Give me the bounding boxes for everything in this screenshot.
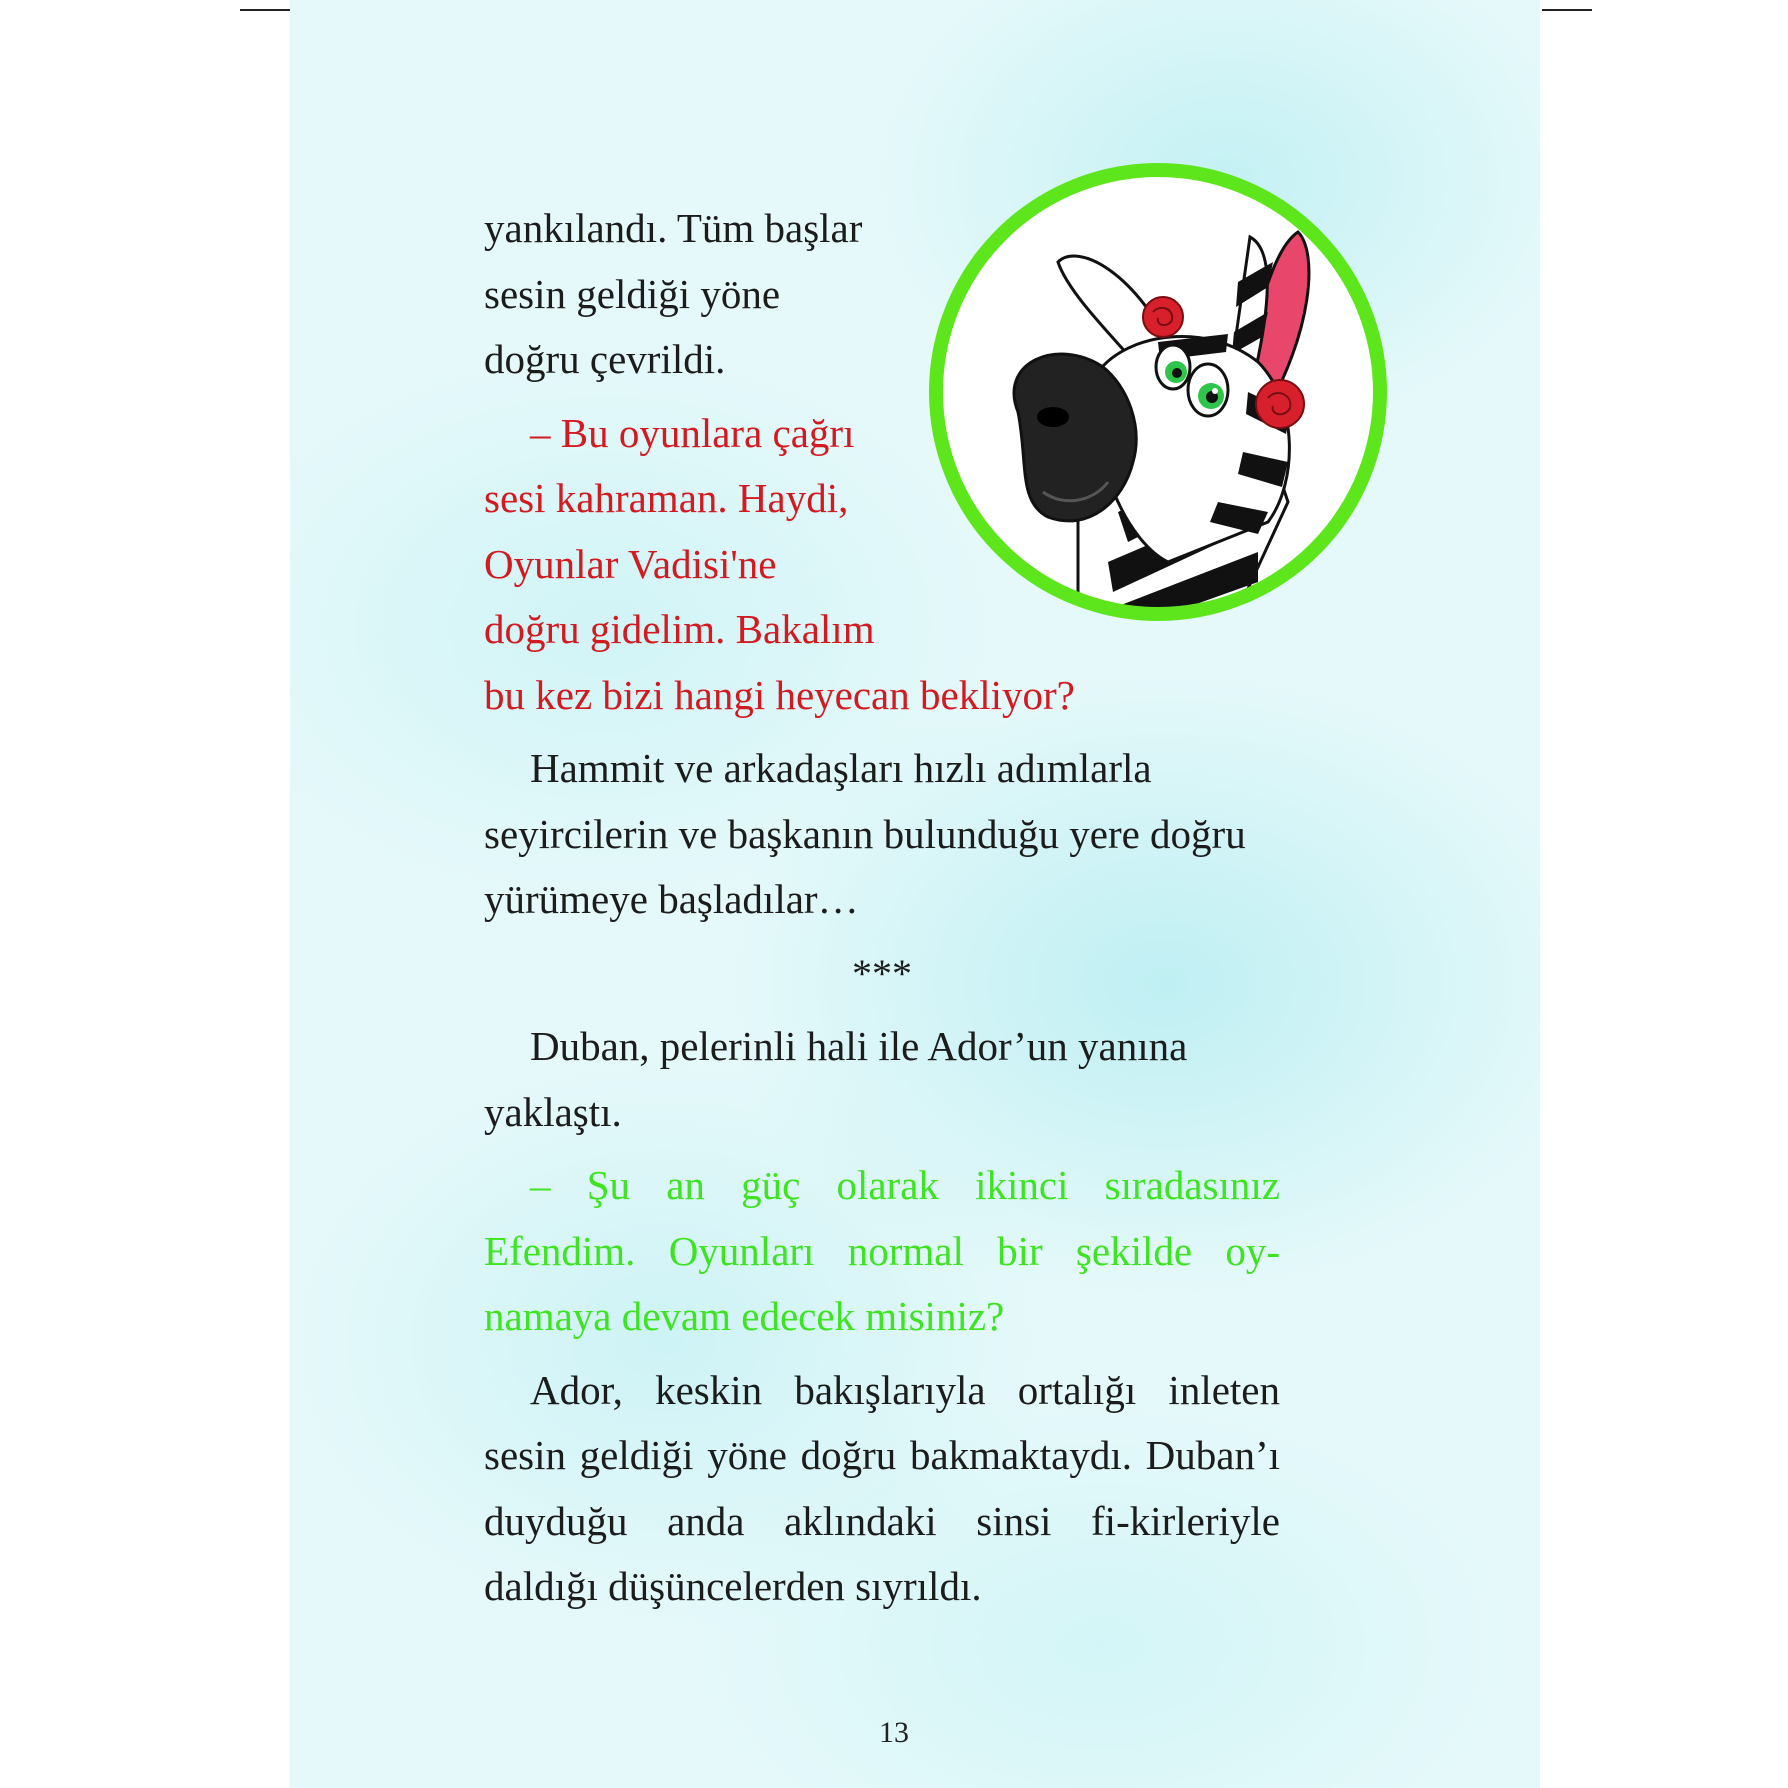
- zebra-illustration: [928, 162, 1388, 622]
- text-line: – Bu oyunlara çağrı: [530, 409, 855, 456]
- page-number: 13: [879, 1716, 909, 1749]
- crop-mark-right: [1542, 9, 1592, 11]
- crop-mark-left: [240, 9, 290, 11]
- text-line: doğru çevrildi.: [484, 336, 726, 382]
- rose-icon: [1143, 297, 1183, 337]
- paragraph-hammit: Hammit ve arkadaşları hızlı adımlarla seyircilerin ve başkanın bulunduğu yere doğru yürümeye başladılar…: [484, 745, 1246, 922]
- dialogue-green: – Şu an güç olarak ikinci sıradasınız Efendim. Oyunları normal bir şekilde oy-namaya devam edecek misiniz?: [484, 1162, 1280, 1339]
- paragraph-intro: [484, 196, 954, 393]
- text-line: doğru gidelim. Bakalım: [484, 606, 875, 652]
- text-line: bu kez bizi hangi heyecan bekliyor?: [484, 671, 1075, 718]
- text-line: Oyunlar Vadisi'ne: [484, 540, 777, 587]
- text-line: sesin geldiği yöne: [484, 270, 781, 317]
- paragraph-ador: Ador, keskin bakışlarıyla ortalığı inleten sesin geldiği yöne doğru bakmaktaydı. Duban’ı duyduğu anda aklındaki sinsi fi-kirleriyle daldığı düşüncelerden sıyrıldı.: [484, 1366, 1280, 1609]
- text-line: sesi kahraman. Haydi,: [484, 475, 849, 521]
- rose-icon: [1256, 380, 1304, 428]
- text-line: yankılandı. Tüm başlar: [484, 205, 863, 251]
- paragraph-duban: Duban, pelerinli hali ile Ador’un yanına yaklaştı.: [484, 1023, 1188, 1135]
- scene-separator: ***: [852, 950, 912, 996]
